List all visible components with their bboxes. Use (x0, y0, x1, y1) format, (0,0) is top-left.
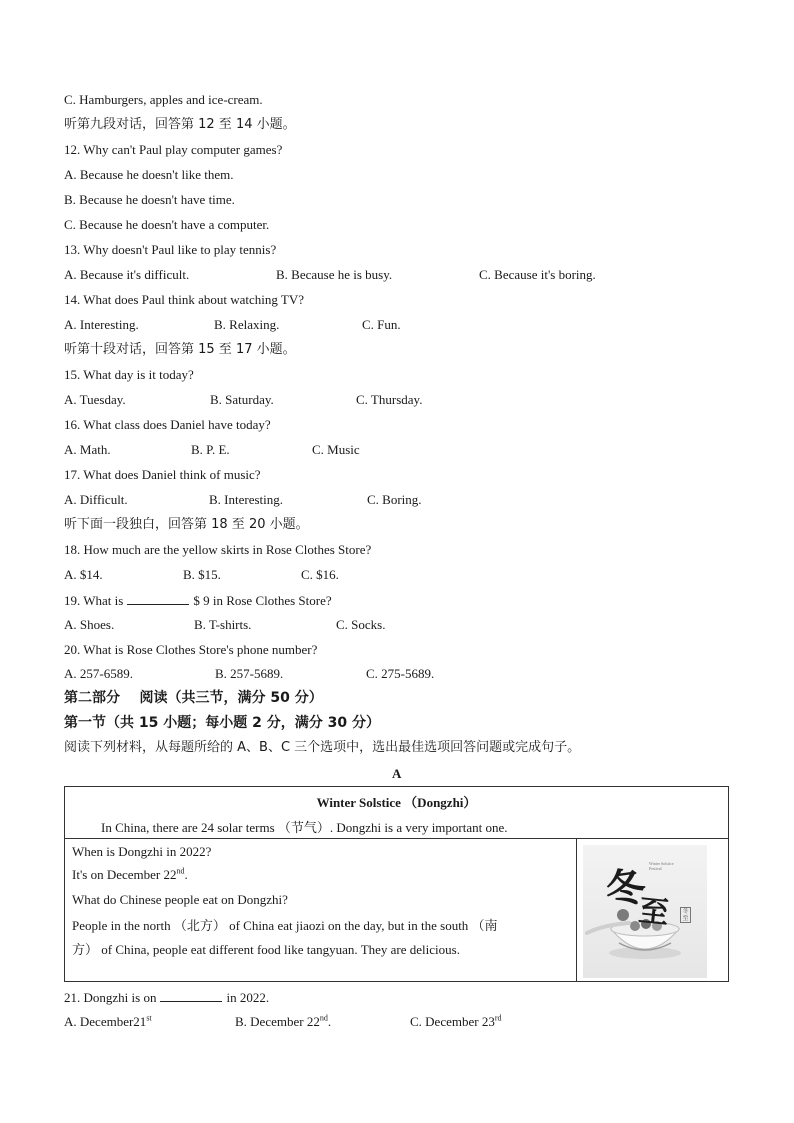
q19-question-end: $ 9 in Rose Clothes Store? (193, 593, 332, 608)
q15-option-c: C. Thursday. (356, 392, 423, 407)
q16-option-b: B. P. E. (191, 442, 230, 457)
q19-option-a: A. Shoes. (64, 617, 115, 632)
q11-option-c: C. Hamburgers, apples and ice-cream. (64, 92, 263, 107)
passage-line-4: People in the north （北方） of China eat jiaozi on the day, but in the south （南 (72, 918, 498, 933)
q13-question: 13. Why doesn't Paul like to play tennis? (64, 242, 277, 257)
q15-option-a: A. Tuesday. (64, 392, 126, 407)
q14-option-c: C. Fun. (362, 317, 401, 332)
q21-option-b-end: . (327, 1014, 332, 1029)
q16-option-a: A. Math. (64, 442, 111, 457)
reading-instructions: 阅读下列材料，从每题所给的 A、B、C 三个选项中，选出最佳选项回答问题或完成句子。 (64, 740, 581, 755)
q19-option-c: C. Socks. (336, 617, 386, 632)
q17-option-b: B. Interesting. (209, 492, 284, 507)
q12-option-c: C. Because he doesn't have a computer. (64, 217, 270, 232)
passage-line-2-end: . (184, 867, 188, 882)
q16-option-c: C. Music (312, 442, 360, 457)
q19-option-b: B. T-shirts. (194, 617, 252, 632)
ordinal-suffix: st (146, 1013, 152, 1023)
passage-letter: A (392, 766, 402, 781)
passage-line-3: What do Chinese people eat on Dongzhi? (72, 892, 288, 907)
q13-option-c: C. Because it's boring. (479, 267, 596, 282)
passage-line-2-text: It's on December 22 (72, 867, 177, 882)
q21-option-b (235, 1014, 331, 1030)
passage-line-5: 方） of China, people eat different food like tangyuan. They are delicious. (72, 942, 460, 957)
q21-option-b-text: B. December 22 (235, 1014, 320, 1029)
q20-option-a: A. 257-6589. (64, 666, 133, 681)
q17-option-a: A. Difficult. (64, 492, 128, 507)
q21-option-a (64, 1014, 152, 1030)
q20-option-b: B. 257-5689. (215, 666, 284, 681)
q20-option-c: C. 275-5689. (366, 666, 435, 681)
dongzhi-calligraphy-char-1: 冬 (602, 863, 649, 915)
q20-question: 20. What is Rose Clothes Store's phone number? (64, 642, 318, 657)
table-divider (65, 838, 728, 839)
table-divider (576, 838, 577, 981)
q18-option-b: B. $15. (183, 567, 221, 582)
q18-question: 18. How much are the yellow skirts in Rose Clothes Store? (64, 542, 372, 557)
q17-option-c: C. Boring. (367, 492, 422, 507)
section-10-instruction: 听第十段对话，回答第 15 至 17 小题。 (64, 342, 296, 357)
q19-question (64, 592, 332, 609)
illustration-caption: Winter Solstice Festival (649, 861, 674, 871)
q19-question-start: 19. What is (64, 593, 124, 608)
q18-option-a: A. $14. (64, 567, 103, 582)
q14-question: 14. What does Paul think about watching TV? (64, 292, 304, 307)
passage-intro: In China, there are 24 solar terms （节气）. Dongzhi is a very important one. (101, 820, 508, 835)
q16-question: 16. What class does Daniel have today? (64, 417, 271, 432)
part-2-section-1-heading: 第一节（共 15 小题；每小题 2 分，满分 30 分） (64, 715, 380, 731)
ordinal-suffix: rd (494, 1013, 502, 1023)
q13-option-a: A. Because it's difficult. (64, 267, 190, 282)
q18-option-c: C. $16. (301, 567, 339, 582)
q21-question-start: 21. Dongzhi is on (64, 990, 157, 1005)
q17-question: 17. What does Daniel think of music? (64, 467, 261, 482)
q12-option-a: A. Because he doesn't like them. (64, 167, 234, 182)
q21-question (64, 989, 269, 1006)
q14-option-b: B. Relaxing. (214, 317, 280, 332)
q14-option-a: A. Interesting. (64, 317, 139, 332)
section-9-instruction: 听第九段对话，回答第 12 至 14 小题。 (64, 117, 296, 132)
q21-option-c-text: C. December 23 (410, 1014, 495, 1029)
q21-option-a-text: A. December21 (64, 1014, 147, 1029)
ordinal-suffix: nd (319, 1013, 328, 1023)
part-2-heading: 第二部分 阅读（共三节，满分 50 分） (64, 690, 323, 706)
passage-title: Winter Solstice （Dongzhi） (316, 795, 477, 810)
q15-option-b: B. Saturday. (210, 392, 274, 407)
passage-table (64, 786, 729, 982)
passage-line-2 (72, 867, 188, 883)
q15-question: 15. What day is it today? (64, 367, 194, 382)
q13-option-b: B. Because he is busy. (276, 267, 393, 282)
q21-question-end: in 2022. (226, 990, 270, 1005)
answer-blank (127, 592, 189, 605)
q12-question: 12. Why can't Paul play computer games? (64, 142, 283, 157)
answer-blank (160, 989, 222, 1002)
q21-option-c (410, 1014, 502, 1030)
dongzhi-illustration (583, 845, 707, 978)
ordinal-suffix: nd (176, 866, 185, 876)
dongzhi-calligraphy-char-2: 至 (636, 893, 671, 932)
q12-option-b: B. Because he doesn't have time. (64, 192, 235, 207)
red-seal-stamp: 冬至 (680, 907, 691, 923)
passage-line-1: When is Dongzhi in 2022? (72, 844, 212, 859)
section-11-instruction: 听下面一段独白，回答第 18 至 20 小题。 (64, 517, 309, 532)
